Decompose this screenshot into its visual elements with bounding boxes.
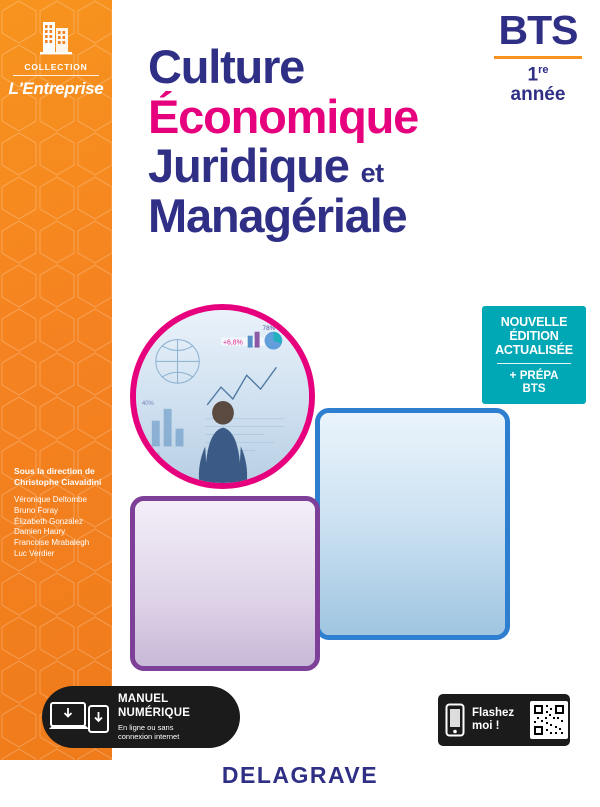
title-line-4: Managériale: [148, 188, 407, 242]
title-line-3: [148, 139, 478, 193]
author-item: Luc Verdier: [14, 548, 55, 558]
authors-block: [14, 466, 112, 560]
year-digit: 1: [527, 64, 539, 86]
svg-text:+6,8%: +6,8%: [222, 339, 243, 347]
svg-text:78%: 78%: [262, 324, 276, 332]
year-ordinal: re: [538, 64, 549, 76]
photo-collage: [110, 296, 510, 686]
collection-label: COLLECTION: [24, 62, 88, 72]
hexagon-pattern-icon: [0, 0, 112, 760]
director-name: Christophe Ciavaldini: [14, 477, 102, 488]
authors-list: [14, 495, 112, 560]
manual-line-1: MANUEL: [118, 693, 169, 706]
photo-handshake: [315, 408, 510, 640]
year-number: [490, 65, 586, 85]
badge-underline: [494, 56, 582, 59]
flash-text: [472, 707, 530, 733]
badge-divider: [13, 75, 99, 76]
author-item: Élizabeth Gonzalez: [14, 516, 83, 526]
new-edition-sticker: [482, 306, 586, 404]
sticker-line-3: ACTUALISÉE: [495, 343, 573, 357]
sticker-line-2: ÉDITION: [509, 329, 559, 343]
building-icon: [34, 14, 78, 58]
collection-badge: [8, 14, 104, 106]
plus-icon: +: [509, 368, 517, 382]
smartphone-icon: [445, 703, 465, 737]
photo-business-charts: [130, 304, 315, 489]
exam-label: BTS: [498, 7, 578, 53]
smartphone-icon-wrap: [438, 703, 472, 737]
sticker-divider: [497, 363, 571, 364]
prepa-exam: BTS: [522, 382, 546, 395]
photo-team-meeting: [130, 496, 320, 671]
title-line-2: Économique: [148, 89, 419, 143]
digital-manual-text: [118, 693, 190, 741]
svg-text:60%: 60%: [147, 452, 160, 459]
sticker-line-1: NOUVELLE: [500, 315, 568, 329]
title-line-3-main: Juridique: [148, 139, 349, 193]
direction-intro: Sous la direction de: [14, 466, 95, 476]
photo-background: [135, 501, 315, 666]
svg-text:40%: 40%: [141, 400, 154, 407]
flash-line-1: Flashez: [472, 706, 515, 719]
charts-graphics-icon: [136, 310, 309, 483]
author-item: Bruno Foray: [14, 505, 59, 515]
flash-qr-badge[interactable]: [438, 694, 570, 746]
manual-line-3: En ligne ou sans: [118, 722, 174, 732]
author-item: Francoise Mrabalegh: [14, 538, 90, 548]
flash-line-2: moi !: [472, 720, 500, 732]
publisher-logo: DELAGRAVE: [221, 762, 379, 788]
collection-name: L'Entreprise: [8, 79, 104, 98]
year-word: année: [510, 84, 566, 106]
sticker-prepa: [482, 369, 586, 395]
author-item: Damien Haury: [14, 527, 66, 537]
title-line-1: Culture: [148, 40, 305, 93]
qr-code-graphic: [532, 703, 566, 737]
laptop-tablet-download-icon: [49, 697, 111, 737]
manual-line-4: connexion internet: [118, 731, 180, 741]
manual-line-2: NUMÉRIQUE: [118, 707, 191, 719]
prepa-label: PRÉPA: [519, 370, 559, 382]
photo-background: [320, 413, 505, 635]
left-orange-band: [0, 0, 112, 760]
direction-credit: [14, 466, 112, 489]
author-item: Véronique Deltombe: [14, 494, 87, 504]
digital-manual-badge[interactable]: [42, 686, 240, 748]
device-icons: [42, 697, 118, 737]
qr-code-icon[interactable]: [530, 701, 568, 739]
person-silhouette: [199, 401, 247, 483]
title-line-3-conjunction: et: [360, 158, 384, 189]
level-badge: [490, 7, 586, 118]
page-title: [148, 40, 478, 242]
